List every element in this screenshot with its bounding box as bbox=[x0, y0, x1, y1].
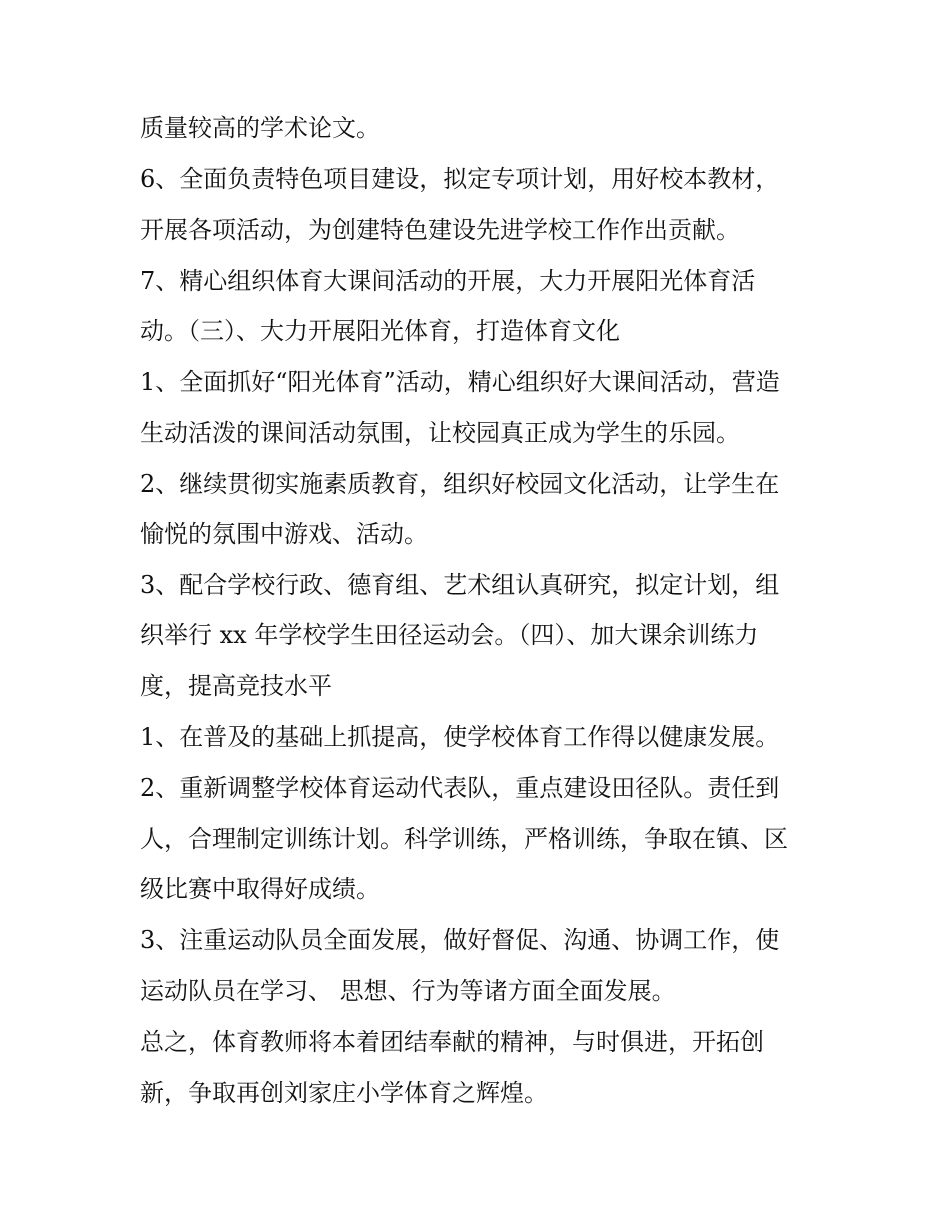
text-line: 生动活泼的课间活动氛围，让校园真正成为学生的乐园。 bbox=[140, 419, 740, 447]
text-line: 1、在普及的基础上抓提高，使学校体育工作得以健康发展。 bbox=[140, 723, 780, 751]
text-line: 开展各项活动，为创建特色建设先进学校工作作出贡献。 bbox=[140, 216, 740, 244]
text-line: 质量较高的学术论文。 bbox=[140, 114, 380, 142]
text-line: 总之，体育教师将本着团结奉献的精神，与时俱进，开拓创 bbox=[140, 1028, 764, 1056]
text-line: 度，提高竞技水平 bbox=[140, 672, 332, 700]
text-line: 7、精心组织体育大课间活动的开展，大力开展阳光体育活 bbox=[140, 267, 756, 295]
text-line: 3、注重运动队员全面发展，做好督促、沟通、协调工作，使 bbox=[140, 926, 780, 954]
text-line: 愉悦的氛围中游戏、活动。 bbox=[140, 520, 428, 548]
text-line: 织举行 xx 年学校学生田径运动会。（四）、加大课余训练力 bbox=[140, 621, 759, 649]
text-line: 2、重新调整学校体育运动代表队，重点建设田径队。责任到 bbox=[140, 774, 780, 802]
text-line: 2、继续贯彻实施素质教育，组织好校园文化活动，让学生在 bbox=[140, 470, 780, 498]
text-line: 动。（三）、大力开展阳光体育，打造体育文化 bbox=[140, 317, 620, 345]
text-line: 级比赛中取得好成绩。 bbox=[140, 875, 380, 903]
text-line: 运动队员在学习、 思想、行为等诸方面全面发展。 bbox=[140, 977, 676, 1005]
text-line: 6、全面负责特色项目建设，拟定专项计划，用好校本教材， bbox=[140, 165, 780, 193]
text-line: 1、全面抓好“阳光体育”活动，精心组织好大课间活动，营造 bbox=[140, 368, 780, 396]
text-line: 人，合理制定训练计划。科学训练，严格训练，争取在镇、区 bbox=[140, 825, 788, 853]
text-line: 3、配合学校行政、德育组、艺术组认真研究，拟定计划，组 bbox=[140, 571, 780, 599]
text-line: 新，争取再创刘家庄小学体育之辉煌。 bbox=[140, 1079, 548, 1107]
